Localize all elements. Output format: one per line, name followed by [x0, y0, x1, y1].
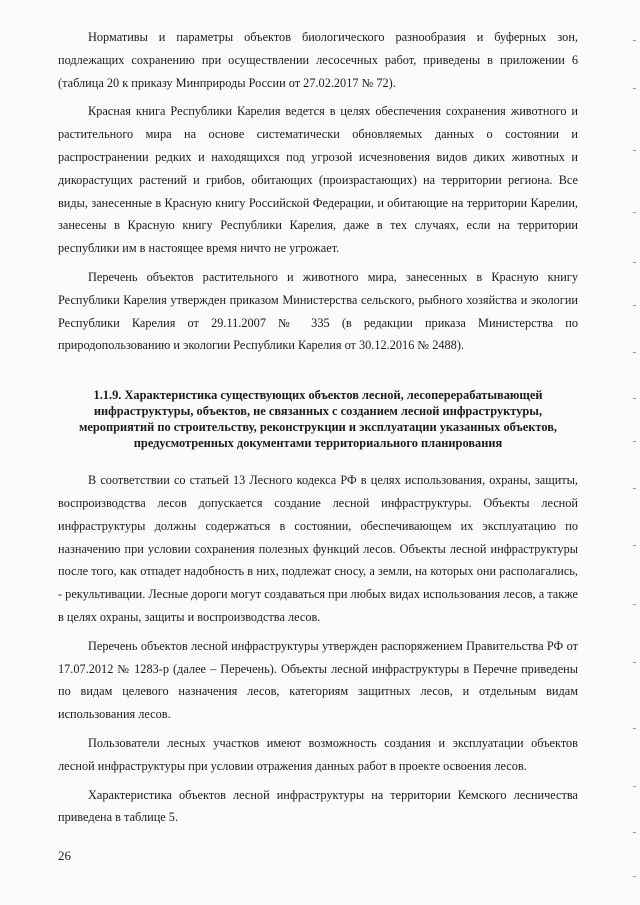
paragraph-table-reference: Характеристика объектов лесной инфраструктуры на территории Кемского лесничества приведена в таблице 5.: [58, 787, 578, 825]
paragraph-land-users: Пользователи лесных участков имеют возможность создания и эксплуатации объектов лесной инфраструктуры при условии отражения данных работ в проекте освоения лесов.: [58, 735, 578, 773]
paragraph-infrastructure-list: Перечень объектов лесной инфраструктуры утвержден распоряжением Правительства РФ от 17.07.2012 № 1283-р (далее – Перечень). Объекты лесной инфраструктуры в Перечне приведены по видам целевого назначения лесов, категориям защитных лесов, и отдельным видам использования лесов.: [58, 638, 578, 722]
paragraph-biodiversity-norms: Нормативы и параметры объектов биологического разнообразия и буферных зон, подлежащих сохранению при осуществлении лесосечных работ, приведены в приложении 6 (таблица 20 к приказу Минприроды России от 27.02.2017 № 72).: [58, 30, 578, 90]
paragraph-red-book: Красная книга Республики Карелия ведется в целях обеспечения сохранения животного и растительного мира на основе систематически обновляемых данных о состоянии и распространении редких и находящихся под угрозой исчезновения видов диких животных и дикорастущих растений и грибов, обитающих (произрастающих) на территории региона. Все виды, занесенные в Красную книгу Российской Федерации, и обитающие на территории Карелии, занесены в Красную книгу Республики Карелия, даже в тех случаях, если на территории республики им в настоящее время ничто не угрожает.: [58, 104, 578, 256]
paragraph-forest-code: В соответствии со статьей 13 Лесного кодекса РФ в целях использования, охраны, защиты, воспроизводства лесов допускается создание лесной инфраструктуры. Объекты лесной инфраструктуры должны содержаться в состоянии, обеспечивающем их эксплуатацию по назначению при условии сохранения полезных функций лесов. Объекты лесной инфраструктуры после того, как отпадет надобность в них, подлежат сносу, а земли, на которых они располагались, - рекультивации. Лесные дороги могут создаваться при любых видах использования лесов, а также в целях охраны, защиты и воспроизводства лесов.: [58, 473, 578, 624]
page-body: [58, 26, 578, 829]
scan-edge-marks: [624, 0, 640, 905]
section-heading: 1.1.9. Характеристика существующих объектов лесной, лесоперерабатывающей инфраструктуры, объектов, не связанных с созданием лесной инфраструктуры, мероприятий по строительству, реконструкции и эксплуатации указанных объектов, предусмотренных документами территориального планирования: [78, 388, 558, 451]
paragraph-red-book-list: Перечень объектов растительного и животного мира, занесенных в Красную книгу Республики Карелия утвержден приказом Министерства сельского, рыбного хозяйства и экологии Республики Карелия от 29.11.2007 № 335 (в редакции приказа Министерства по природопользованию и экологии Республики Карелия от 30.12.2016 № 2488).: [58, 269, 578, 353]
page-number: 26: [58, 848, 71, 863]
